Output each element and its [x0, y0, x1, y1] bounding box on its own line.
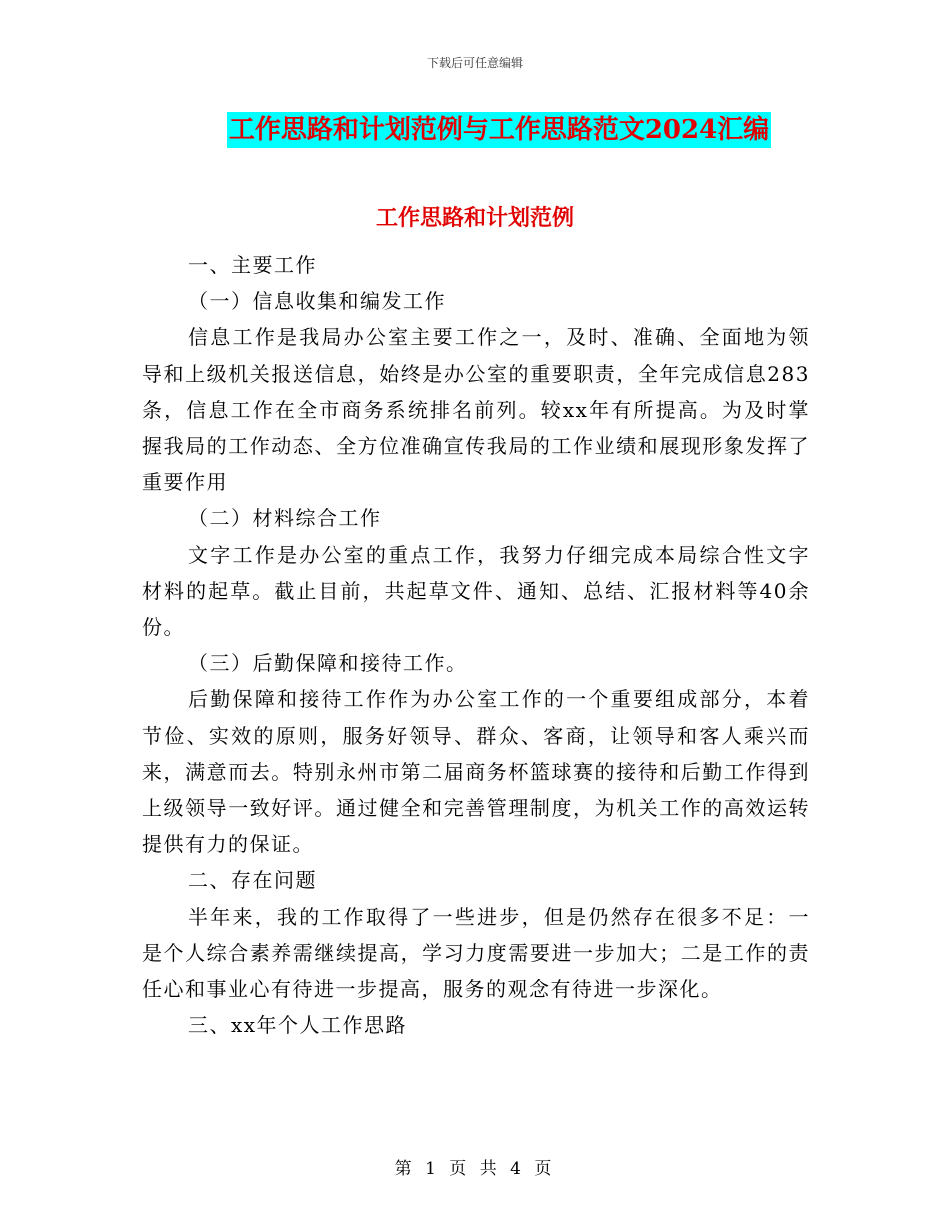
paragraph-logistics: 后勤保障和接待工作作为办公室工作的一个重要组成部分，本着节俭、实效的原则，服务好领导、群众、客商，让领导和客人乘兴而来，满意而去。特别永州市第二届商务杯篮球赛的接待和后勤工作得到上级领导一致好评。通过健全和完善管理制度，为机关工作的高效运转提供有力的保证。: [142, 687, 810, 857]
main-title-container: [0, 112, 950, 148]
heading-main-work: 一、主要工作: [188, 253, 317, 277]
paragraph-info-work: 信息工作是我局办公室主要工作之一，及时、准确、全面地为领导和上级机关报送信息，始终是办公室的重要职责，全年完成信息283条，信息工作在全市商务系统排名前列。较xx年有所提高。为及时掌握我局的工作动态、全方位准确宣传我局的工作业绩和展现形象发挥了重要作用: [142, 325, 810, 495]
paragraph-problems: 半年来，我的工作取得了一些进步，但是仍然存在很多不足：一是个人综合素养需继续提高，学习力度需要进一步加大；二是工作的责任心和事业心有待进一步提高，服务的观念有待进一步深化。: [142, 904, 810, 1002]
heading-problems: 二、存在问题: [188, 868, 317, 893]
page-number: 第 1 页 共 4 页: [394, 1159, 556, 1179]
heading-work-plan: 三、xx年个人工作思路: [188, 1013, 408, 1038]
subheading-materials: （二）材料综合工作: [188, 506, 382, 531]
subheading-info-collection: （一）信息收集和编发工作: [188, 289, 446, 314]
main-title: 工作思路和计划范例与工作思路范文2024汇编: [227, 112, 771, 148]
header-note: 下载后可任意编辑: [426, 56, 523, 70]
section-title: 工作思路和计划范例: [375, 205, 574, 231]
subheading-logistics: （三）后勤保障和接待工作。: [188, 651, 468, 676]
document-body: [142, 247, 810, 1043]
paragraph-materials: 文字工作是办公室的重点工作，我努力仔细完成本局综合性文字材料的起草。截止目前，共起草文件、通知、总结、汇报材料等40余份。: [142, 542, 810, 640]
